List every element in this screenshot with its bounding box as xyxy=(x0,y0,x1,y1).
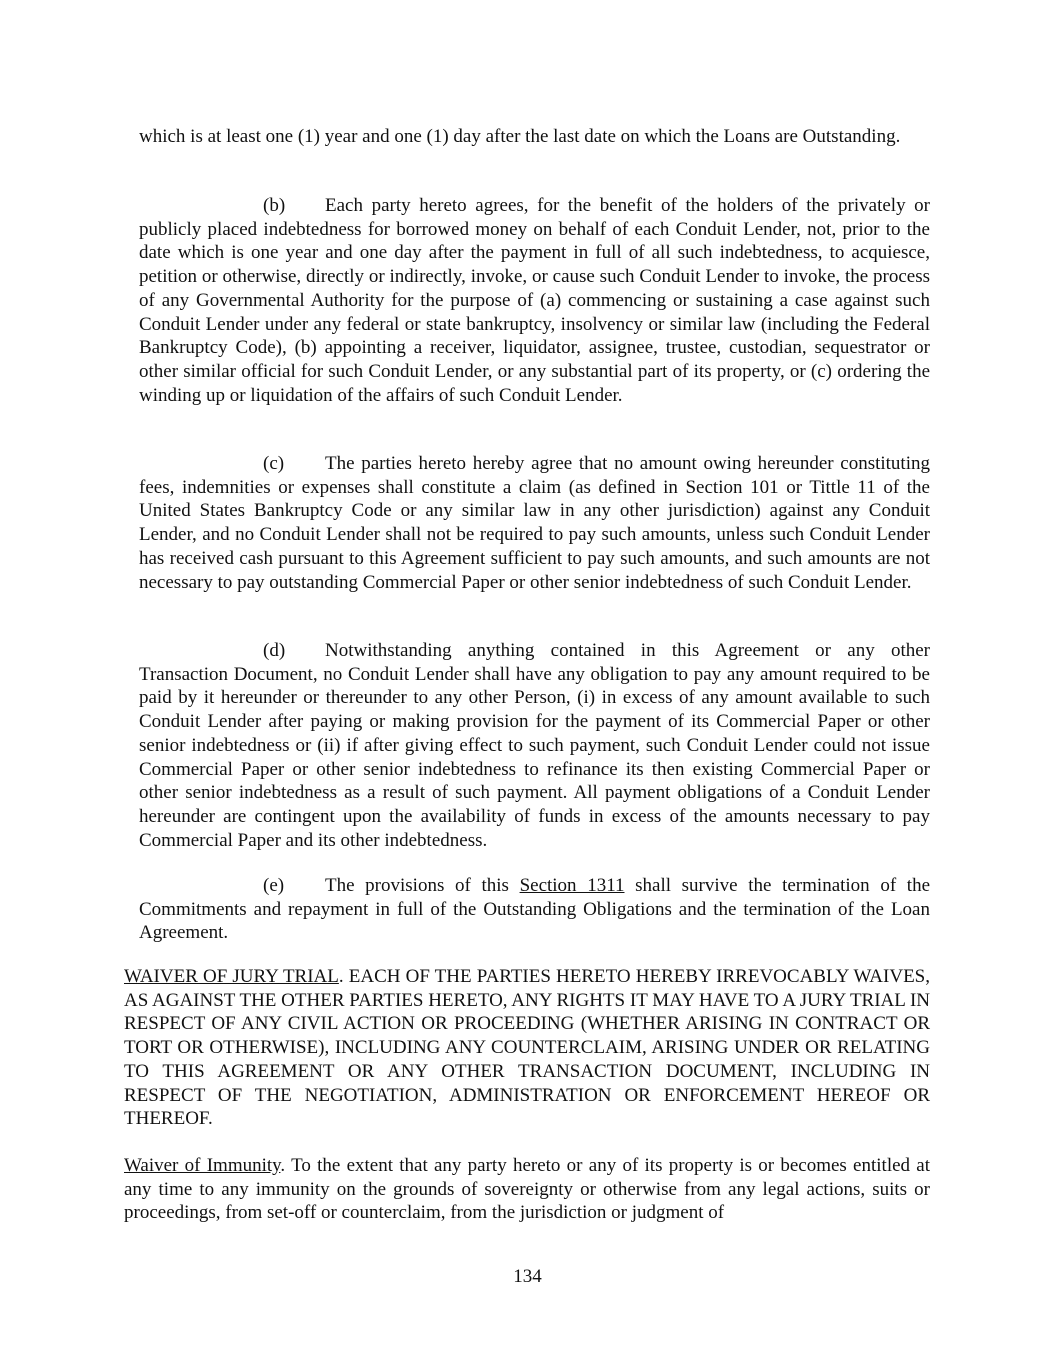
subsection-b-text: Each party hereto agrees, for the benefit of the holders of the privately or publicly placed indebtedness for borrowed money on behalf of each Conduit Lender, not, prior to the date which is one year and one day after the payment in full of all such indebtedness, to acquiesce, petition or otherwise, directly or indirectly, invoke, or cause such Conduit Lender to invoke, the process of any Governmental Authority for the purpose of (a) commencing or sustaining a case against such Conduit Lender under any federal or state bankruptcy, insolvency or similar law (including the Federal Bankruptcy Code), (b) appointing a receiver, liquidator, assignee, trustee, custodian, sequestrator or other similar official for such Conduit Lender, or any substantial part of its property, or (c) ordering the winding up or liquidation of the affairs of such Conduit Lender. xyxy=(139,195,930,406)
jury-waiver-paragraph xyxy=(124,965,930,1131)
subsection-b xyxy=(139,194,930,407)
subsection-e-text-before: The provisions of this xyxy=(325,875,520,896)
subsection-e xyxy=(139,874,930,945)
subsection-e-text-after: shall survive the termination of the Commitments and repayment in full of the Outstanding Obligations and the termination of the Loan Agreement. xyxy=(139,875,930,944)
jury-waiver-text: . EACH OF THE PARTIES HERETO HEREBY IRREVOCABLY WAIVES, AS AGAINST THE OTHER PARTIES HERETO, ANY RIGHTS IT MAY HAVE TO A JURY TRIAL IN RESPECT OF ANY CIVIL ACTION OR PROCEEDING (WHETHER ARISING IN CONTRACT OR TORT OR OTHERWISE), INCLUDING ANY COUNTERCLAIM, ARISING UNDER OR RELATING TO THIS AGREEMENT OR ANY OTHER TRANSACTION DOCUMENT, INCLUDING IN RESPECT OF THE NEGOTIATION, ADMINISTRATION OR ENFORCEMENT HEREOF OR THEREOF. xyxy=(124,966,930,1130)
subsection-d-text: Notwithstanding anything contained in this Agreement or any other Transaction Document, no Conduit Lender shall have any obligation to pay any amount required to be paid by it hereunder or thereunder to any other Person, (i) in excess of any amount available to such Conduit Lender after paying or making provision for the payment of its Commercial Paper or other senior indebtedness or (ii) if after giving effect to such payment, such Conduit Lender could not issue Commercial Paper or other senior indebtedness to refinance its then existing Commercial Paper or other senior indebtedness as a result of such payment. All payment obligations of a Conduit Lender hereunder are contingent upon the availability of funds in excess of the amounts necessary to pay Commercial Paper and its other indebtedness. xyxy=(139,640,930,851)
immunity-waiver-heading: Waiver of Immunity xyxy=(124,1155,281,1176)
subsection-c-text: The parties hereto hereby agree that no amount owing hereunder constituting fees, indemnities or expenses shall constitute a claim (as defined in Section 101 or Tittle 11 of the United States Bankruptcy Code or any similar law in any other jurisdiction) against any Conduit Lender, and no Conduit Lender shall not be required to pay such amounts, unless such Conduit Lender has received cash pursuant to this Agreement sufficient to pay such amounts, and such amounts are not necessary to pay outstanding Commercial Paper or other senior indebtedness of such Conduit Lender. xyxy=(139,453,930,593)
subsection-e-label: (e) xyxy=(263,875,285,896)
subsection-c-label: (c) xyxy=(263,453,285,474)
carryover-text: which is at least one (1) year and one (1) day after the last date on which the Loans are Outstanding. xyxy=(139,126,901,147)
subsection-d-label: (d) xyxy=(263,640,286,661)
section-1311-reference: Section 1311 xyxy=(519,875,625,896)
subsection-d xyxy=(139,639,930,852)
jury-waiver-heading: WAIVER OF JURY TRIAL xyxy=(124,966,339,987)
page-number: 134 xyxy=(513,1266,542,1287)
immunity-waiver-text: . To the extent that any party hereto or any of its property is or becomes entitled at any time to any immunity on the grounds of sovereignty or otherwise from any legal actions, suits or proceedings, from set-off or counterclaim, from the jurisdiction or judgment of xyxy=(124,1155,930,1224)
subsection-b-label: (b) xyxy=(263,195,286,216)
immunity-waiver-paragraph xyxy=(124,1154,930,1225)
carryover-paragraph xyxy=(139,125,930,149)
subsection-c xyxy=(139,452,930,594)
